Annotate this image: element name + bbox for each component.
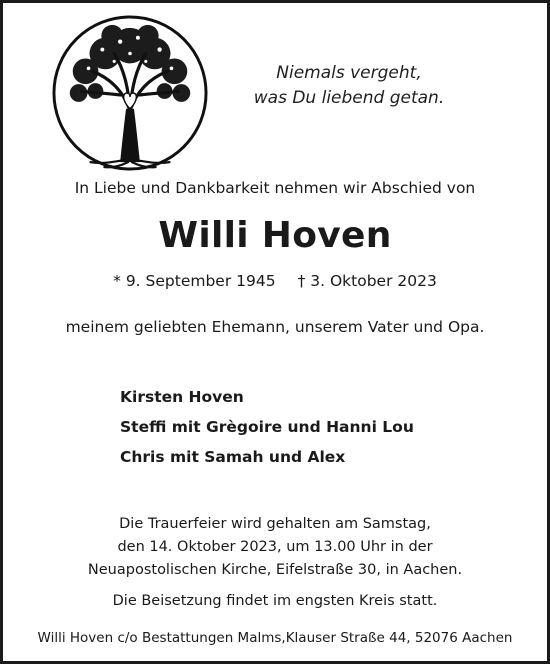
life-dates <box>3 272 547 290</box>
service-line-1: Die Trauerfeier wird gehalten am Samstag, <box>119 516 431 532</box>
mourner-item: Kirsten Hoven <box>120 388 244 406</box>
service-line-2: den 14. Oktober 2023, um 13.00 Uhr in der <box>117 539 433 555</box>
mourner-item: Chris mit Samah und Alex <box>120 448 346 466</box>
service-info <box>3 513 547 582</box>
intro-text: In Liebe und Dankbarkeit nehmen wir Abschied von <box>74 179 476 197</box>
service-line-3: Neuapostolischen Kirche, Eifelstraße 30, in Aachen. <box>87 562 463 578</box>
dedication-text: meinem geliebten Ehemann, unserem Vater und Opa. <box>65 318 485 336</box>
motto-line-1: Niemals vergeht, <box>276 63 422 83</box>
tree-of-life-icon <box>51 14 209 172</box>
burial-note: Die Beisetzung findet im engsten Kreis statt. <box>112 593 438 609</box>
birth-date: * 9. September 1945 <box>113 272 276 290</box>
motto-quote <box>225 61 473 111</box>
contact-address: Willi Hoven c/o Bestattungen Malms,Klauser Straße 44, 52076 Aachen <box>37 630 513 646</box>
death-date: † 3. Oktober 2023 <box>297 272 437 290</box>
mourner-item: Steffi mit Grègoire und Hanni Lou <box>120 418 414 436</box>
mourners-list <box>120 382 414 472</box>
deceased-name: Willi Hoven <box>158 215 392 256</box>
motto-line-2: was Du liebend getan. <box>253 88 445 108</box>
